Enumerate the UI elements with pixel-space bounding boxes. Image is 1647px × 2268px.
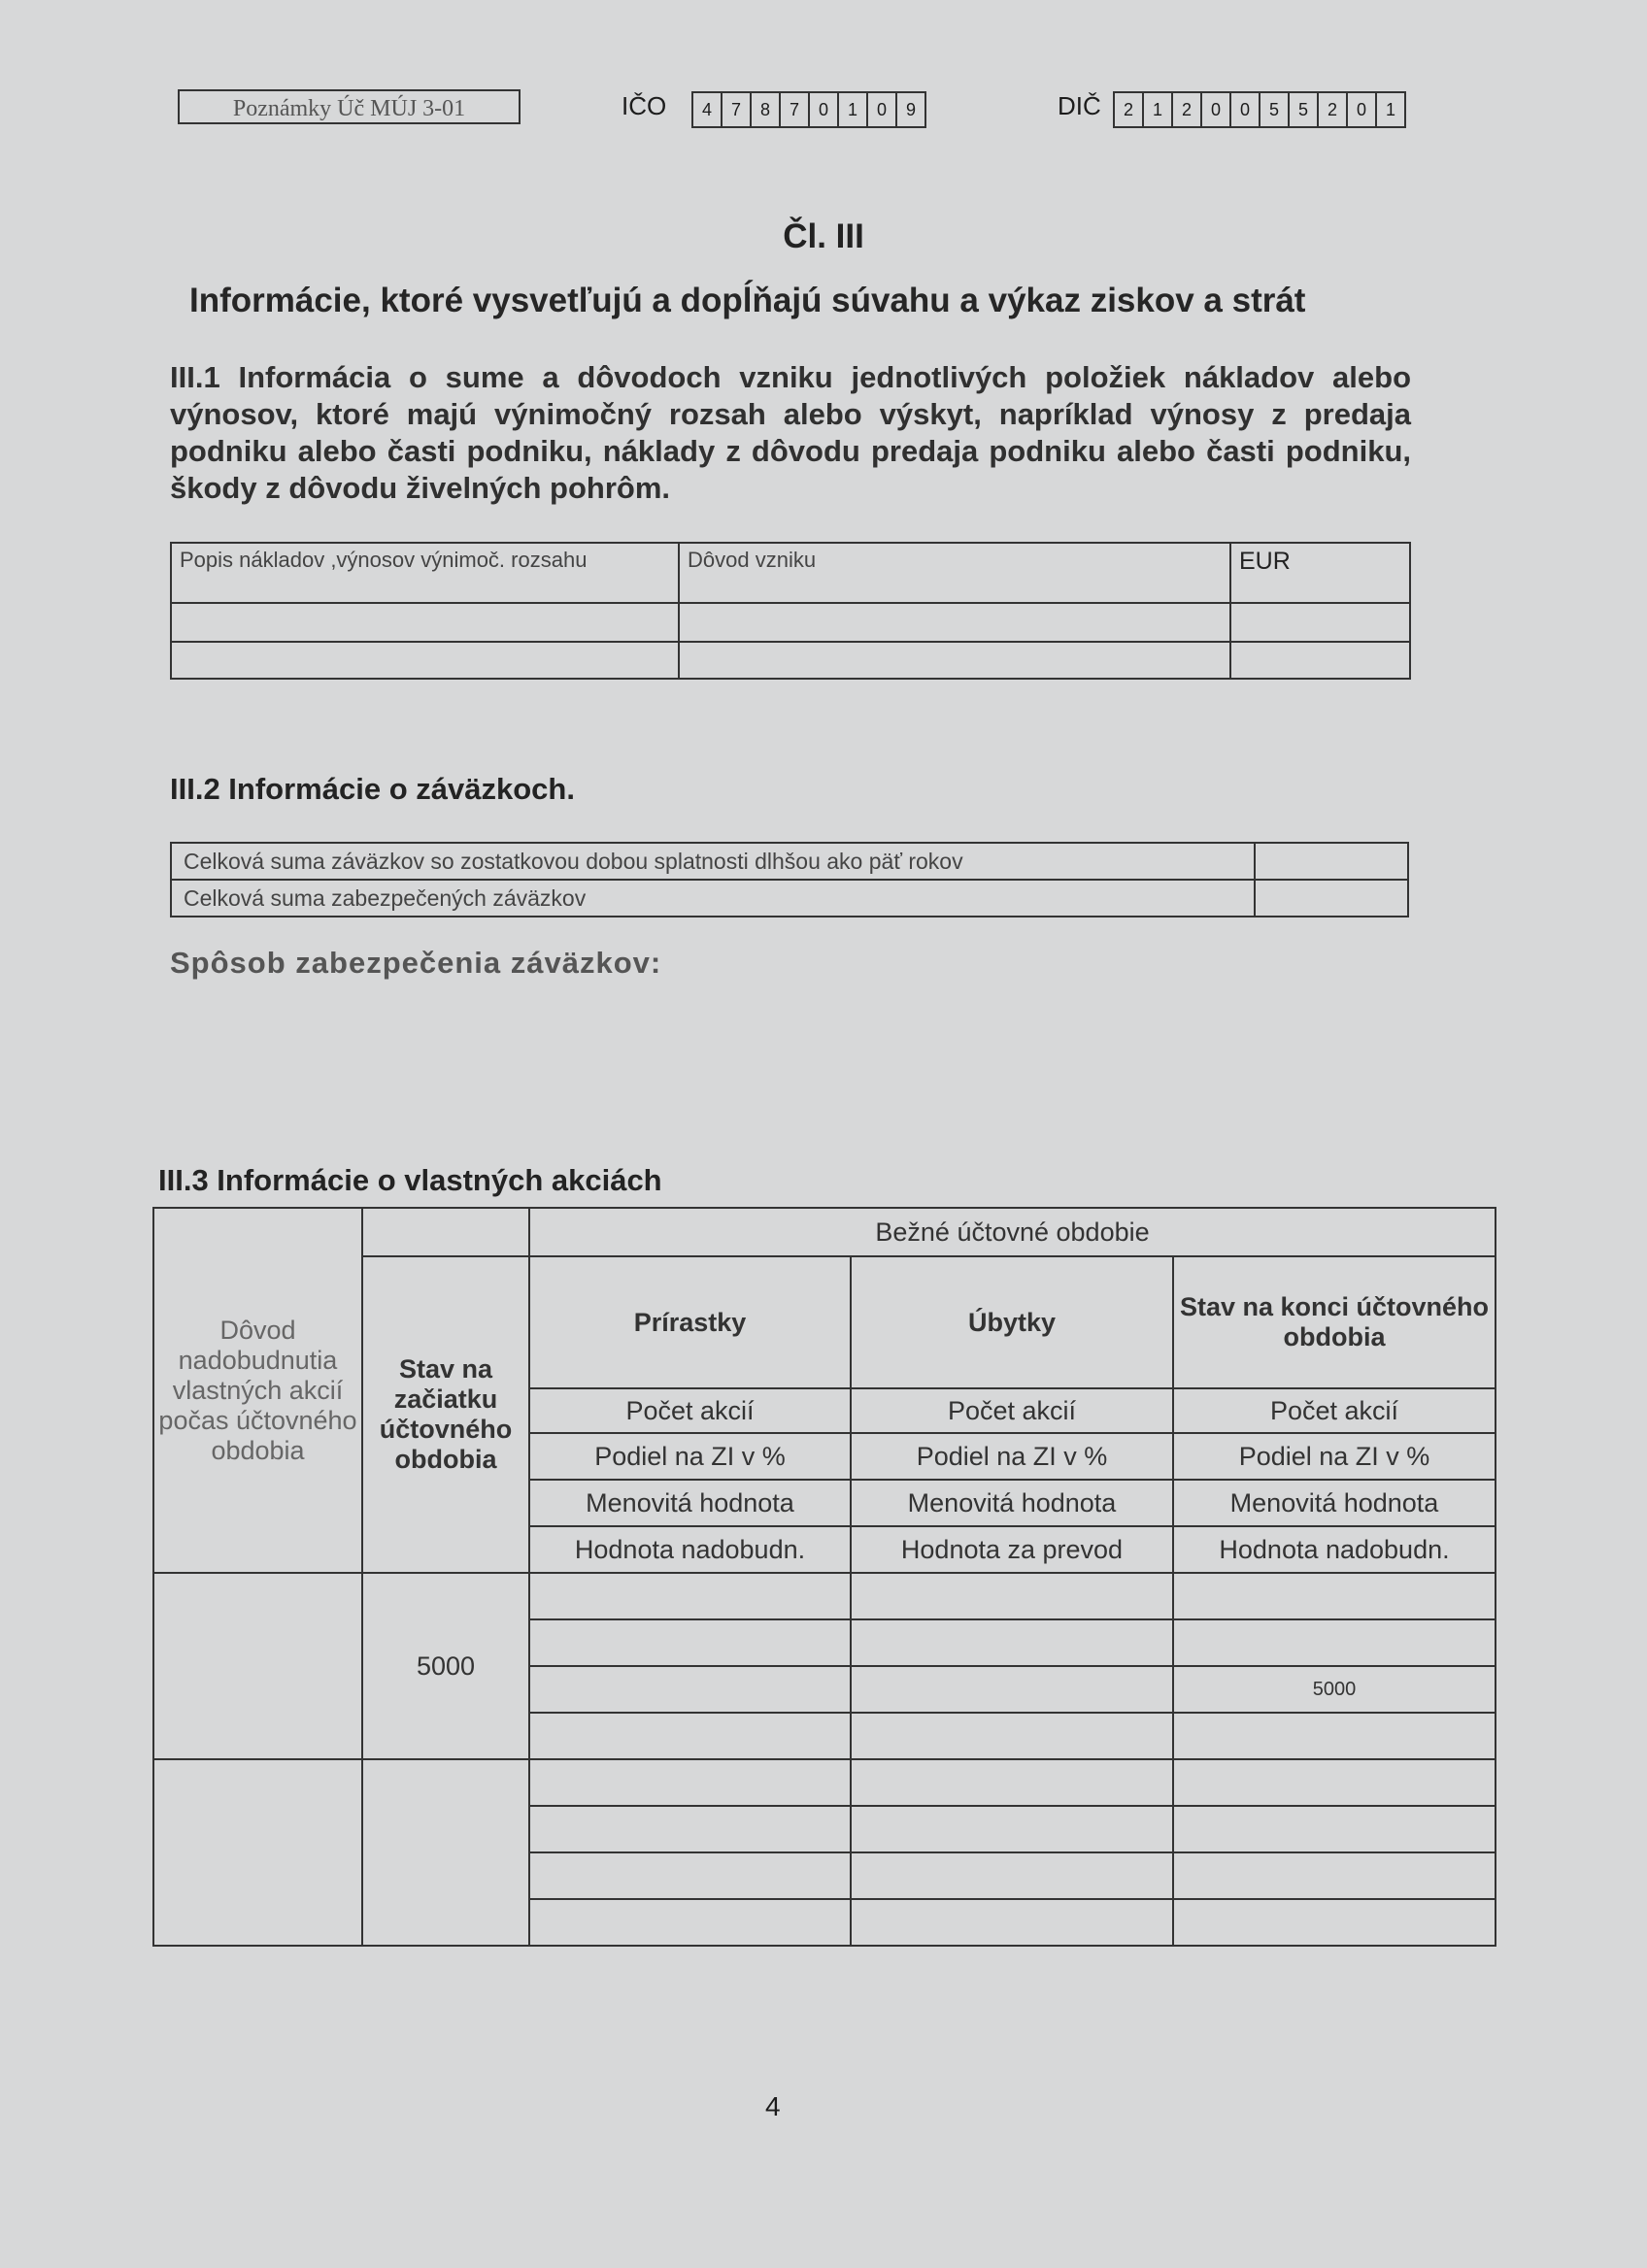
table-cell bbox=[1255, 843, 1408, 880]
table-cell bbox=[851, 1666, 1173, 1713]
table-cell bbox=[851, 1899, 1173, 1946]
table-cell bbox=[1230, 642, 1410, 679]
security-method-label: Spôsob zabezpečenia záväzkov: bbox=[170, 946, 662, 980]
page-number: 4 bbox=[765, 2091, 781, 2121]
table-cell bbox=[529, 1573, 851, 1619]
col-reason: Dôvod nadobudnutia vlastných akcií počas účtovného obdobia bbox=[153, 1208, 362, 1573]
end-state-row: Počet akcií bbox=[1173, 1388, 1496, 1433]
table-cell bbox=[362, 1208, 529, 1256]
digit-box: 1 bbox=[1142, 91, 1173, 128]
exceptional-items-table bbox=[170, 542, 1411, 680]
table-cell bbox=[171, 603, 679, 642]
table-cell bbox=[851, 1573, 1173, 1619]
end-state-row: Podiel na ZI v % bbox=[1173, 1433, 1496, 1480]
ico-digits bbox=[693, 91, 926, 126]
table-cell bbox=[171, 642, 679, 679]
digit-box: 7 bbox=[779, 91, 810, 128]
col-end-state: Stav na konci účtovného obdobia bbox=[1173, 1256, 1496, 1388]
col-additions: Prírastky bbox=[529, 1256, 851, 1388]
additions-row: Podiel na ZI v % bbox=[529, 1433, 851, 1480]
liabilities-row-secured: Celková suma zabezpečených záväzkov bbox=[171, 880, 1255, 917]
article-subtitle: Informácie, ktoré vysvetľujú a dopĺňajú súvahu a výkaz ziskov a strát bbox=[189, 282, 1306, 319]
additions-row: Menovitá hodnota bbox=[529, 1480, 851, 1526]
table-cell bbox=[1173, 1806, 1496, 1852]
digit-box: 0 bbox=[866, 91, 897, 128]
form-label: Poznámky Úč MÚJ 3-01 bbox=[178, 89, 521, 124]
ico-label: IČO bbox=[622, 91, 667, 120]
digit-box: 1 bbox=[837, 91, 868, 128]
table-cell bbox=[1230, 603, 1410, 642]
dic-label: DIČ bbox=[1058, 91, 1101, 120]
table-cell bbox=[529, 1666, 851, 1713]
table-cell bbox=[851, 1759, 1173, 1806]
table-cell bbox=[529, 1899, 851, 1946]
section-1-text: III.1 Informácia o sume a dôvodoch vzniku jednotlivých položiek nákladov alebo výnosov, ktoré majú výnimočný rozsah alebo výskyt, napríklad výnosy z predaja podniku alebo časti podniku, náklady z dôvodu predaja podniku alebo časti podniku, škody z dôvodu živelných pohrôm. bbox=[170, 360, 1411, 505]
table-cell bbox=[529, 1759, 851, 1806]
table-cell bbox=[851, 1619, 1173, 1666]
section-3-heading: III.3 Informácie o vlastných akciách bbox=[158, 1163, 662, 1197]
liabilities-row-long-term: Celková suma záväzkov so zostatkovou dobou splatnosti dlhšou ako päť rokov bbox=[171, 843, 1255, 880]
table-cell bbox=[679, 642, 1230, 679]
digit-box: 0 bbox=[1200, 91, 1231, 128]
table-cell bbox=[529, 1806, 851, 1852]
article-title: Čl. III bbox=[783, 217, 864, 255]
table-cell bbox=[679, 603, 1230, 642]
table-cell bbox=[851, 1806, 1173, 1852]
digit-box: 0 bbox=[1229, 91, 1260, 128]
end-state-row: Hodnota nadobudn. bbox=[1173, 1526, 1496, 1573]
digit-box: 5 bbox=[1288, 91, 1319, 128]
table-cell bbox=[153, 1573, 362, 1759]
col-start-state: Stav na začiatku účtovného obdobia bbox=[362, 1256, 529, 1573]
current-period-header: Bežné účtovné obdobie bbox=[529, 1208, 1496, 1256]
digit-box: 2 bbox=[1113, 91, 1144, 128]
table-cell bbox=[362, 1759, 529, 1946]
col-reason: Dôvod vzniku bbox=[679, 543, 1230, 603]
digit-box: 8 bbox=[750, 91, 781, 128]
table-cell bbox=[1173, 1573, 1496, 1619]
decreases-row: Menovitá hodnota bbox=[851, 1480, 1173, 1526]
table-cell bbox=[1173, 1713, 1496, 1759]
liabilities-table bbox=[170, 842, 1409, 917]
table-cell bbox=[851, 1713, 1173, 1759]
digit-box: 5 bbox=[1259, 91, 1290, 128]
digit-box: 0 bbox=[1346, 91, 1377, 128]
additions-row: Počet akcií bbox=[529, 1388, 851, 1433]
col-decreases: Úbytky bbox=[851, 1256, 1173, 1388]
digit-box: 2 bbox=[1171, 91, 1202, 128]
digit-box: 9 bbox=[895, 91, 926, 128]
digit-box: 1 bbox=[1375, 91, 1406, 128]
end-value: 5000 bbox=[1173, 1666, 1496, 1713]
own-shares-table bbox=[152, 1207, 1496, 1947]
decreases-row: Hodnota za prevod bbox=[851, 1526, 1173, 1573]
col-eur: EUR bbox=[1230, 543, 1410, 603]
table-cell bbox=[153, 1759, 362, 1946]
table-cell bbox=[529, 1619, 851, 1666]
col-description: Popis nákladov ,výnosov výnimoč. rozsahu bbox=[171, 543, 679, 603]
decreases-row: Podiel na ZI v % bbox=[851, 1433, 1173, 1480]
dic-digits bbox=[1115, 91, 1406, 126]
table-cell bbox=[851, 1852, 1173, 1899]
table-cell bbox=[529, 1713, 851, 1759]
digit-box: 0 bbox=[808, 91, 839, 128]
start-value: 5000 bbox=[362, 1573, 529, 1759]
end-state-row: Menovitá hodnota bbox=[1173, 1480, 1496, 1526]
table-cell bbox=[1173, 1759, 1496, 1806]
decreases-row: Počet akcií bbox=[851, 1388, 1173, 1433]
table-cell bbox=[1173, 1619, 1496, 1666]
digit-box: 2 bbox=[1317, 91, 1348, 128]
section-2-heading: III.2 Informácie o záväzkoch. bbox=[170, 772, 575, 806]
table-cell bbox=[1173, 1899, 1496, 1946]
table-cell bbox=[1173, 1852, 1496, 1899]
table-cell bbox=[529, 1852, 851, 1899]
table-cell bbox=[1255, 880, 1408, 917]
additions-row: Hodnota nadobudn. bbox=[529, 1526, 851, 1573]
digit-box: 7 bbox=[721, 91, 752, 128]
digit-box: 4 bbox=[691, 91, 723, 128]
